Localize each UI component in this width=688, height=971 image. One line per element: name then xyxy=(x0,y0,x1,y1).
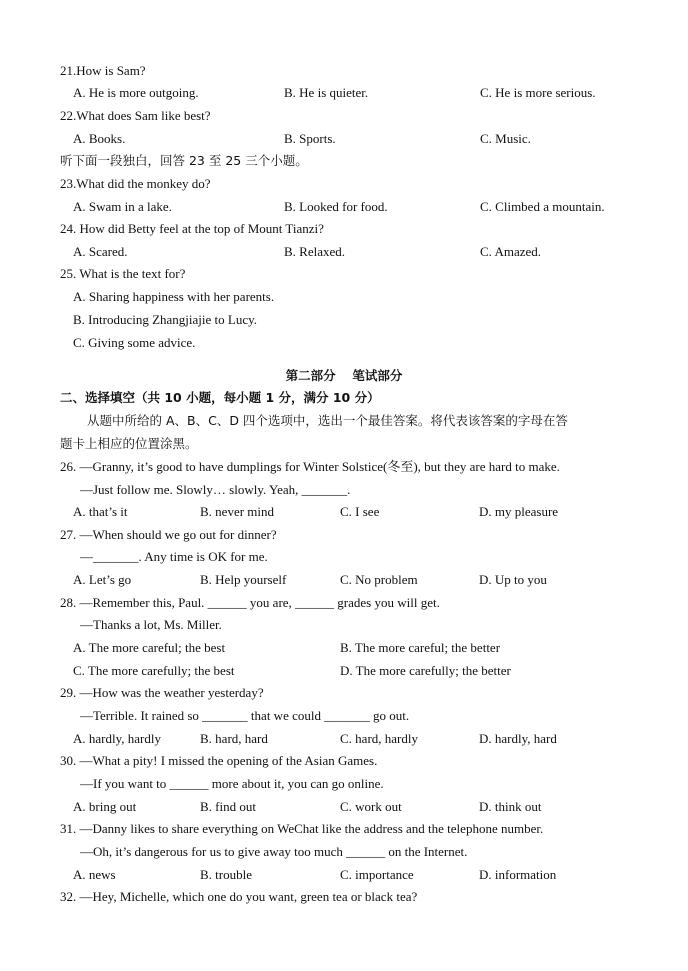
question-24-stem: 24. How did Betty feel at the top of Mount Tianzi? xyxy=(60,221,324,236)
question-21-option-a: A. He is more outgoing. xyxy=(73,85,199,100)
question-29-option-b: B. hard, hard xyxy=(200,731,268,746)
question-26-option-b: B. never mind xyxy=(200,504,275,519)
question-31-option-c: C. importance xyxy=(340,867,414,882)
question-28-option-b: B. The more careful; the better xyxy=(340,640,501,655)
question-25-option-a: A. Sharing happiness with her parents. xyxy=(73,289,275,304)
question-28-line-1: 28. —Remember this, Paul. ______ you are, ______ grades you will get. xyxy=(60,595,440,610)
question-30-line-2: —If you want to ______ more about it, you can go online. xyxy=(80,776,384,791)
question-29-option-c: C. hard, hardly xyxy=(340,731,418,746)
question-23-option-b: B. Looked for food. xyxy=(284,199,388,214)
question-25-option-c: C. Giving some advice. xyxy=(73,335,196,350)
question-24-option-a: A. Scared. xyxy=(73,244,128,259)
question-30-line-1: 30. —What a pity! I missed the opening of the Asian Games. xyxy=(60,753,378,768)
question-26-line-2: —Just follow me. Slowly… slowly. Yeah, _______. xyxy=(80,482,351,497)
question-31-line-2: —Oh, it’s dangerous for us to give away too much ______ on the Internet. xyxy=(80,844,468,859)
question-23-option-a: A. Swam in a lake. xyxy=(73,199,172,214)
question-24-option-c: C. Amazed. xyxy=(480,244,542,259)
section-two-title: 二、选择填空（共 10 小题，每小题 1 分，满分 10 分） xyxy=(60,390,380,405)
question-23-option-c: C. Climbed a mountain. xyxy=(480,199,605,214)
question-29-line-2: —Terrible. It rained so _______ that we could _______ go out. xyxy=(80,708,410,723)
question-29-option-d: D. hardly, hard xyxy=(479,731,557,746)
question-28-option-d: D. The more carefully; the better xyxy=(340,663,511,678)
question-22-stem: 22.What does Sam like best? xyxy=(60,108,211,123)
question-26-option-a: A. that’s it xyxy=(73,504,128,519)
monologue-instruction: 听下面一段独白，回答 23 至 25 三个小题。 xyxy=(60,153,308,168)
question-24-option-b: B. Relaxed. xyxy=(284,244,346,259)
question-30-option-d: D. think out xyxy=(479,799,542,814)
question-31-option-d: D. information xyxy=(479,867,557,882)
question-25-option-b: B. Introducing Zhangjiajie to Lucy. xyxy=(73,312,257,327)
question-21-stem: 21.How is Sam? xyxy=(60,63,146,78)
question-30-option-b: B. find out xyxy=(200,799,256,814)
question-28-option-a: A. The more careful; the best xyxy=(73,640,226,655)
question-22-option-a: A. Books. xyxy=(73,131,126,146)
question-30-option-c: C. work out xyxy=(340,799,402,814)
question-31-line-1: 31. —Danny likes to share everything on WeChat like the address and the telephone number. xyxy=(60,821,544,836)
question-31-option-b: B. trouble xyxy=(200,867,252,882)
question-26-option-c: C. I see xyxy=(340,504,380,519)
question-27-line-1: 27. —When should we go out for dinner? xyxy=(60,527,277,542)
question-22-option-b: B. Sports. xyxy=(284,131,336,146)
question-29-line-1: 29. —How was the weather yesterday? xyxy=(60,685,264,700)
question-23-stem: 23.What did the monkey do? xyxy=(60,176,211,191)
question-27-option-b: B. Help yourself xyxy=(200,572,287,587)
question-32-line-1: 32. —Hey, Michelle, which one do you want, green tea or black tea? xyxy=(60,889,418,904)
question-25-stem: 25. What is the text for? xyxy=(60,266,186,281)
question-21-option-b: B. He is quieter. xyxy=(284,85,369,100)
section-instruction-line-2: 题卡上相应的位置涂黑。 xyxy=(60,436,198,451)
question-29-option-a: A. hardly, hardly xyxy=(73,731,161,746)
question-28-line-2: —Thanks a lot, Ms. Miller. xyxy=(80,617,222,632)
question-26-line-1: 26. —Granny, it’s good to have dumplings for Winter Solstice(冬至), but they are hard to make. xyxy=(60,459,560,474)
part-two-title: 第二部分 笔试部分 xyxy=(285,368,403,383)
question-26-option-d: D. my pleasure xyxy=(479,504,559,519)
question-27-option-d: D. Up to you xyxy=(479,572,547,587)
section-instruction-line-1: 从题中所给的 A、B、C、D 四个选项中，选出一个最佳答案。将代表该答案的字母在答 xyxy=(87,413,568,428)
question-21-option-c: C. He is more serious. xyxy=(480,85,596,100)
question-27-option-c: C. No problem xyxy=(340,572,418,587)
question-27-option-a: A. Let’s go xyxy=(73,572,132,587)
question-31-option-a: A. news xyxy=(73,867,116,882)
question-30-option-a: A. bring out xyxy=(73,799,137,814)
question-22-option-c: C. Music. xyxy=(480,131,531,146)
question-27-line-2: —_______. Any time is OK for me. xyxy=(80,549,268,564)
question-28-option-c: C. The more carefully; the best xyxy=(73,663,235,678)
